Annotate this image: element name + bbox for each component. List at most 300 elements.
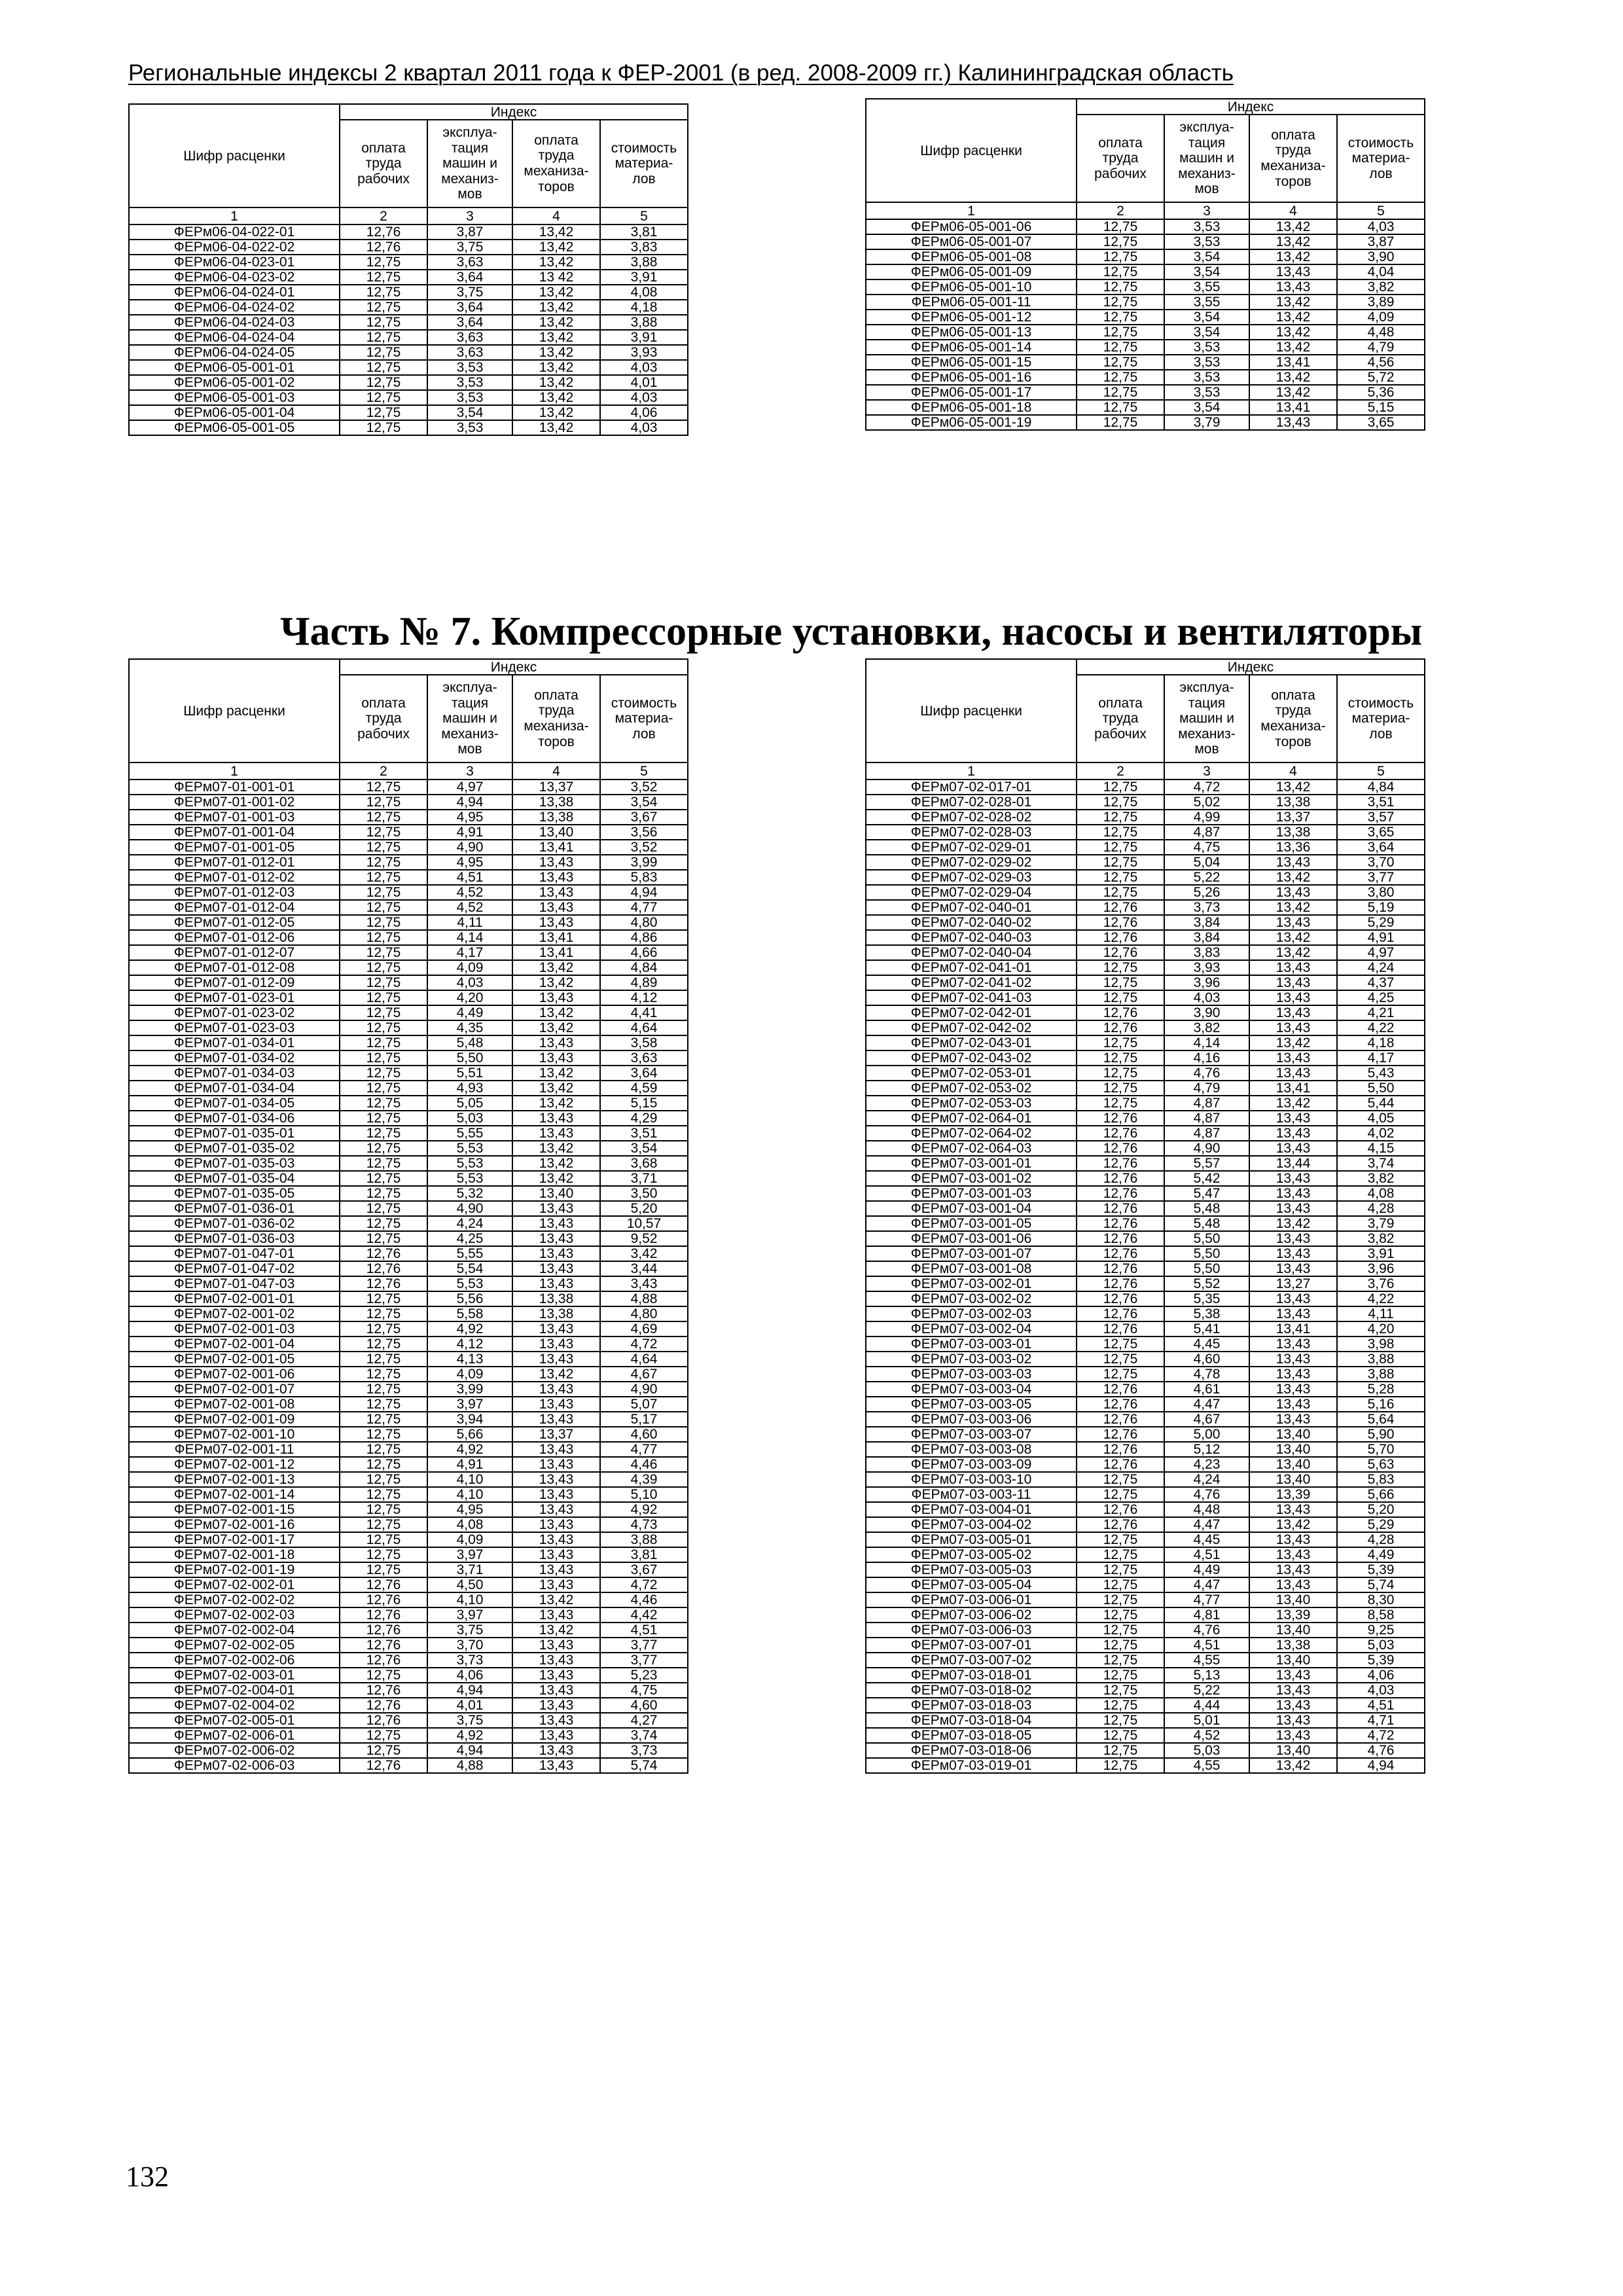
table-row [129, 1367, 688, 1382]
cell-materials: 5,20 [600, 1201, 688, 1216]
column-number: 1 [866, 202, 1077, 219]
cell-operators: 13,40 [1249, 1457, 1337, 1472]
cell-labor: 12,75 [340, 1005, 427, 1020]
cell-materials: 4,03 [600, 390, 688, 405]
cell-materials: 5,70 [1337, 1442, 1425, 1457]
cell-code: ФЕРм07-01-012-01 [129, 855, 340, 870]
cell-machines: 4,24 [1164, 1472, 1249, 1487]
cell-code: ФЕРм07-03-003-09 [866, 1457, 1077, 1472]
cell-operators: 13,43 [1249, 1261, 1337, 1276]
cell-machines: 3,73 [1164, 900, 1249, 915]
cell-labor: 12,76 [1077, 1457, 1164, 1472]
cell-machines: 4,09 [427, 1367, 512, 1382]
cell-code: ФЕРм07-03-003-05 [866, 1397, 1077, 1412]
page-header: Региональные индексы 2 квартал 2011 года к ФЕР-2001 (в ред. 2008-2009 гг.) Калининградская область [128, 60, 1234, 86]
cell-operators: 13,43 [1249, 1231, 1337, 1246]
cell-labor: 12,75 [1077, 885, 1164, 900]
cell-machines: 4,76 [1164, 1487, 1249, 1502]
cell-operators: 13,43 [1249, 960, 1337, 975]
table-row [866, 1713, 1425, 1728]
cell-machines: 3,63 [427, 345, 512, 360]
cell-materials: 3,67 [600, 1562, 688, 1577]
cell-operators: 13,42 [512, 224, 600, 240]
cell-labor: 12,75 [340, 1321, 427, 1336]
cell-code: ФЕРм07-01-001-03 [129, 810, 340, 825]
cell-machines: 3,75 [427, 240, 512, 255]
cell-code: ФЕРм07-02-001-11 [129, 1442, 340, 1457]
column-number: 5 [1337, 762, 1425, 780]
cell-code: ФЕРм07-02-053-02 [866, 1081, 1077, 1096]
cell-labor: 12,76 [1077, 1126, 1164, 1141]
cell-labor: 12,75 [340, 780, 427, 795]
cell-labor: 12,75 [340, 1171, 427, 1186]
cell-machines: 5,02 [1164, 795, 1249, 810]
cell-code: ФЕРм07-03-002-03 [866, 1306, 1077, 1321]
cell-labor: 12,76 [1077, 1005, 1164, 1020]
table-row [866, 1156, 1425, 1171]
cell-code: ФЕРм07-03-005-01 [866, 1532, 1077, 1547]
cell-materials: 3,57 [1337, 810, 1425, 825]
cell-machines: 4,79 [1164, 1081, 1249, 1096]
cell-code: ФЕРм07-02-002-06 [129, 1653, 340, 1668]
cell-code: ФЕРм07-03-006-01 [866, 1592, 1077, 1607]
cell-materials: 4,77 [600, 1442, 688, 1457]
cell-operators: 13,27 [1249, 1276, 1337, 1291]
cell-labor: 12,75 [340, 1231, 427, 1246]
cell-operators: 13,43 [1249, 1683, 1337, 1698]
cell-machines: 5,53 [427, 1141, 512, 1156]
cell-labor: 12,75 [340, 1126, 427, 1141]
cell-labor: 12,76 [1077, 1442, 1164, 1457]
cell-operators: 13,42 [1249, 1216, 1337, 1231]
cell-code: ФЕРм07-01-034-06 [129, 1111, 340, 1126]
cell-code: ФЕРм07-01-034-02 [129, 1050, 340, 1066]
cell-operators: 13,43 [512, 1547, 600, 1562]
cell-materials: 3,77 [600, 1653, 688, 1668]
cell-operators: 13,43 [512, 1698, 600, 1713]
cell-labor: 12,75 [1077, 795, 1164, 810]
cell-operators: 13,38 [1249, 825, 1337, 840]
cell-materials: 3,91 [600, 330, 688, 345]
cell-materials: 4,02 [1337, 1126, 1425, 1141]
cell-materials: 5,19 [1337, 900, 1425, 915]
cell-labor: 12,75 [1077, 310, 1164, 325]
cell-labor: 12,75 [340, 1050, 427, 1066]
cell-materials: 3,52 [600, 840, 688, 855]
cell-code: ФЕРм07-02-041-01 [866, 960, 1077, 975]
cell-materials: 3,88 [600, 255, 688, 270]
cell-code: ФЕРм07-01-034-05 [129, 1096, 340, 1111]
cell-labor: 12,75 [1077, 1728, 1164, 1743]
cell-labor: 12,76 [340, 1758, 427, 1773]
cell-labor: 12,75 [340, 1291, 427, 1306]
header-machines: эксплуа- тация машин и механиз- мов [427, 675, 512, 762]
table-row [129, 285, 688, 300]
cell-operators: 13,43 [512, 1201, 600, 1216]
table-row [866, 340, 1425, 355]
table-row [866, 915, 1425, 930]
cell-labor: 12,75 [340, 885, 427, 900]
cell-labor: 12,75 [340, 855, 427, 870]
table-row [129, 345, 688, 360]
cell-operators: 13,42 [1249, 295, 1337, 310]
table-row [866, 1186, 1425, 1201]
table-row [866, 1698, 1425, 1713]
cell-materials: 4,24 [1337, 960, 1425, 975]
cell-materials: 4,15 [1337, 1141, 1425, 1156]
cell-code: ФЕРм07-02-042-01 [866, 1005, 1077, 1020]
cell-code: ФЕРм07-03-001-08 [866, 1261, 1077, 1276]
cell-materials: 5,28 [1337, 1382, 1425, 1397]
cell-labor: 12,75 [340, 1532, 427, 1547]
cell-machines: 4,20 [427, 990, 512, 1005]
column-number: 1 [129, 762, 340, 780]
table-row [129, 900, 688, 915]
cell-operators: 13,43 [512, 1336, 600, 1352]
cell-materials: 3,80 [1337, 885, 1425, 900]
table-row [866, 415, 1425, 430]
table-row [866, 1321, 1425, 1336]
table-row [129, 1050, 688, 1066]
cell-labor: 12,75 [340, 1306, 427, 1321]
cell-operators: 13,43 [1249, 1382, 1337, 1397]
cell-labor: 12,75 [1077, 1035, 1164, 1050]
cell-machines: 3,97 [427, 1547, 512, 1562]
cell-labor: 12,75 [340, 945, 427, 960]
cell-materials: 3,68 [600, 1156, 688, 1171]
table-row [129, 1081, 688, 1096]
cell-labor: 12,75 [1077, 780, 1164, 795]
cell-operators: 13,40 [1249, 1623, 1337, 1638]
cell-operators: 13,42 [1249, 234, 1337, 249]
cell-machines: 4,67 [1164, 1412, 1249, 1427]
cell-operators: 13,43 [1249, 1412, 1337, 1427]
cell-code: ФЕРм07-02-040-02 [866, 915, 1077, 930]
cell-code: ФЕРм07-02-001-15 [129, 1502, 340, 1517]
cell-materials: 4,28 [1337, 1532, 1425, 1547]
cell-labor: 12,75 [1077, 355, 1164, 370]
cell-machines: 4,94 [427, 1743, 512, 1758]
cell-labor: 12,75 [1077, 400, 1164, 415]
table-row [866, 1397, 1425, 1412]
cell-machines: 5,50 [1164, 1261, 1249, 1276]
cell-materials: 3,93 [600, 345, 688, 360]
cell-code: ФЕРм07-01-001-02 [129, 795, 340, 810]
table-row [129, 240, 688, 255]
cell-code: ФЕРм07-02-028-02 [866, 810, 1077, 825]
cell-materials: 5,44 [1337, 1096, 1425, 1111]
cell-machines: 4,92 [427, 1321, 512, 1336]
cell-materials: 3,71 [600, 1171, 688, 1186]
cell-materials: 3,82 [1337, 1231, 1425, 1246]
cell-labor: 12,75 [340, 405, 427, 420]
cell-operators: 13,43 [512, 1472, 600, 1487]
cell-labor: 12,75 [340, 1442, 427, 1457]
cell-operators: 13,42 [1249, 219, 1337, 234]
cell-operators: 13,40 [1249, 1592, 1337, 1607]
column-number: 2 [340, 762, 427, 780]
cell-materials: 4,08 [600, 285, 688, 300]
cell-code: ФЕРм07-02-001-08 [129, 1397, 340, 1412]
cell-materials: 4,64 [600, 1352, 688, 1367]
cell-labor: 12,76 [340, 1261, 427, 1276]
cell-machines: 5,51 [427, 1066, 512, 1081]
cell-operators: 13,43 [1249, 1005, 1337, 1020]
cell-labor: 12,75 [1077, 295, 1164, 310]
cell-operators: 13,43 [1249, 1532, 1337, 1547]
cell-machines: 4,76 [1164, 1066, 1249, 1081]
table-row [866, 1005, 1425, 1020]
cell-materials: 4,03 [1337, 219, 1425, 234]
cell-machines: 4,77 [1164, 1592, 1249, 1607]
cell-operators: 13,37 [512, 1427, 600, 1442]
cell-code: ФЕРм06-05-001-08 [866, 249, 1077, 264]
cell-operators: 13,43 [512, 1216, 600, 1231]
cell-materials: 3,88 [1337, 1352, 1425, 1367]
cell-operators: 13,43 [512, 1683, 600, 1698]
cell-machines: 5,50 [427, 1050, 512, 1066]
cell-labor: 12,75 [1077, 1367, 1164, 1382]
table-row [866, 1623, 1425, 1638]
cell-labor: 12,76 [1077, 1412, 1164, 1427]
cell-labor: 12,75 [1077, 385, 1164, 400]
table-row [866, 1306, 1425, 1321]
table-row [129, 1668, 688, 1683]
cell-labor: 12,75 [340, 1141, 427, 1156]
table-row [866, 1216, 1425, 1231]
cell-labor: 12,75 [1077, 1713, 1164, 1728]
cell-operators: 13,38 [512, 1291, 600, 1306]
cell-materials: 3,50 [600, 1186, 688, 1201]
cell-operators: 13,42 [1249, 1517, 1337, 1532]
table-row [129, 1111, 688, 1126]
cell-materials: 4,64 [600, 1020, 688, 1035]
cell-materials: 8,30 [1337, 1592, 1425, 1607]
cell-code: ФЕРм07-03-003-07 [866, 1427, 1077, 1442]
cell-machines: 3,71 [427, 1562, 512, 1577]
cell-operators: 13,42 [512, 1005, 600, 1020]
cell-operators: 13,43 [512, 1577, 600, 1592]
table-row [129, 1216, 688, 1231]
table-row [866, 960, 1425, 975]
table-row [866, 1427, 1425, 1442]
cell-machines: 4,52 [427, 885, 512, 900]
table-row [129, 420, 688, 435]
cell-machines: 5,56 [427, 1291, 512, 1306]
cell-materials: 5,10 [600, 1487, 688, 1502]
table-row [129, 1547, 688, 1562]
cell-code: ФЕРм07-02-002-01 [129, 1577, 340, 1592]
column-number: 4 [1249, 762, 1337, 780]
table-row [129, 840, 688, 855]
cell-labor: 12,75 [1077, 1066, 1164, 1081]
cell-code: ФЕРм07-01-012-02 [129, 870, 340, 885]
cell-machines: 5,05 [427, 1096, 512, 1111]
cell-machines: 3,63 [427, 255, 512, 270]
cell-machines: 4,08 [427, 1517, 512, 1532]
cell-materials: 3,63 [600, 1050, 688, 1066]
cell-machines: 5,66 [427, 1427, 512, 1442]
cell-materials: 5,66 [1337, 1487, 1425, 1502]
cell-operators: 13,43 [1249, 1020, 1337, 1035]
cell-operators: 13,43 [512, 1276, 600, 1291]
cell-machines: 4,78 [1164, 1367, 1249, 1382]
cell-materials: 5,03 [1337, 1638, 1425, 1653]
cell-materials: 3,44 [600, 1261, 688, 1276]
table-row [866, 1487, 1425, 1502]
cell-labor: 12,75 [1077, 1081, 1164, 1096]
cell-code: ФЕРм07-01-012-09 [129, 975, 340, 990]
column-number: 2 [340, 207, 427, 224]
cell-operators: 13,43 [512, 1231, 600, 1246]
table-row [129, 1487, 688, 1502]
cell-labor: 12,75 [1077, 234, 1164, 249]
cell-materials: 4,60 [600, 1427, 688, 1442]
cell-operators: 13,42 [512, 375, 600, 390]
cell-materials: 3,56 [600, 825, 688, 840]
cell-operators: 13,43 [512, 1607, 600, 1623]
cell-operators: 13,42 [1249, 385, 1337, 400]
cell-labor: 12,75 [340, 915, 427, 930]
cell-operators: 13,42 [512, 345, 600, 360]
cell-labor: 12,75 [1077, 1592, 1164, 1607]
cell-operators: 13 42 [512, 270, 600, 285]
table-row [129, 930, 688, 945]
cell-machines: 4,51 [427, 870, 512, 885]
cell-machines: 5,03 [427, 1111, 512, 1126]
cell-materials: 5,72 [1337, 370, 1425, 385]
cell-code: ФЕРм07-02-006-01 [129, 1728, 340, 1743]
cell-machines: 5,50 [1164, 1246, 1249, 1261]
cell-operators: 13,38 [1249, 1638, 1337, 1653]
cell-operators: 13,42 [1249, 310, 1337, 325]
cell-operators: 13,43 [1249, 1367, 1337, 1382]
cell-code: ФЕРм07-02-001-01 [129, 1291, 340, 1306]
cell-materials: 5,39 [1337, 1653, 1425, 1668]
cell-code: ФЕРм06-05-001-07 [866, 234, 1077, 249]
cell-machines: 4,03 [427, 975, 512, 990]
cell-operators: 13,43 [512, 855, 600, 870]
column-number: 5 [1337, 202, 1425, 219]
cell-operators: 13,42 [1249, 325, 1337, 340]
index-table-1 [128, 103, 688, 436]
cell-operators: 13,43 [1249, 1698, 1337, 1713]
cell-code: ФЕРм07-03-003-10 [866, 1472, 1077, 1487]
cell-operators: 13,43 [512, 1126, 600, 1141]
cell-materials: 3,51 [1337, 795, 1425, 810]
cell-materials: 4,88 [600, 1291, 688, 1306]
cell-machines: 4,94 [427, 795, 512, 810]
cell-machines: 3,96 [1164, 975, 1249, 990]
cell-materials: 4,60 [600, 1698, 688, 1713]
cell-labor: 12,75 [340, 285, 427, 300]
cell-labor: 12,75 [340, 1427, 427, 1442]
table-row [866, 249, 1425, 264]
cell-labor: 12,75 [340, 1367, 427, 1382]
header-materials: стоимость материа- лов [600, 675, 688, 762]
cell-materials: 4,80 [600, 1306, 688, 1321]
cell-operators: 13,43 [512, 1532, 600, 1547]
header-index-group: Индекс [1077, 99, 1425, 115]
cell-labor: 12,75 [1077, 1352, 1164, 1367]
table-row [866, 1562, 1425, 1577]
table-row [129, 1306, 688, 1321]
cell-labor: 12,75 [1077, 1758, 1164, 1773]
cell-labor: 12,76 [340, 1683, 427, 1698]
cell-materials: 4,48 [1337, 325, 1425, 340]
cell-machines: 5,57 [1164, 1156, 1249, 1171]
table-row [866, 1683, 1425, 1698]
cell-labor: 12,75 [340, 1668, 427, 1683]
cell-machines: 3,99 [427, 1382, 512, 1397]
cell-machines: 5,00 [1164, 1427, 1249, 1442]
cell-operators: 13,42 [512, 1156, 600, 1171]
cell-materials: 4,72 [600, 1336, 688, 1352]
cell-machines: 3,75 [427, 1713, 512, 1728]
cell-labor: 12,75 [340, 300, 427, 315]
cell-machines: 4,95 [427, 1502, 512, 1517]
cell-machines: 4,87 [1164, 825, 1249, 840]
cell-operators: 13,42 [512, 1020, 600, 1035]
cell-operators: 13,43 [512, 1050, 600, 1066]
cell-labor: 12,75 [340, 390, 427, 405]
cell-materials: 4,59 [600, 1081, 688, 1096]
cell-operators: 13,40 [1249, 1442, 1337, 1457]
table-row [129, 1336, 688, 1352]
table-row [129, 1005, 688, 1020]
cell-materials: 4,27 [600, 1713, 688, 1728]
cell-materials: 4,79 [1337, 340, 1425, 355]
cell-operators: 13,42 [512, 285, 600, 300]
cell-materials: 3,64 [1337, 840, 1425, 855]
cell-operators: 13,37 [512, 780, 600, 795]
cell-code: ФЕРм07-01-036-01 [129, 1201, 340, 1216]
cell-operators: 13,42 [1249, 370, 1337, 385]
cell-operators: 13,42 [1249, 780, 1337, 795]
header-labor: оплата труда рабочих [1077, 675, 1164, 762]
cell-labor: 12,76 [1077, 1171, 1164, 1186]
cell-materials: 3,90 [1337, 249, 1425, 264]
cell-operators: 13,42 [512, 960, 600, 975]
cell-materials: 3,88 [600, 315, 688, 330]
cell-code: ФЕРм07-03-002-02 [866, 1291, 1077, 1306]
cell-operators: 13,43 [1249, 1547, 1337, 1562]
cell-labor: 12,75 [340, 1457, 427, 1472]
cell-labor: 12,75 [1077, 1532, 1164, 1547]
table-row [866, 325, 1425, 340]
table-row [866, 1472, 1425, 1487]
table-row [866, 370, 1425, 385]
cell-machines: 4,88 [427, 1758, 512, 1773]
table-row [866, 1412, 1425, 1427]
table-row [129, 1638, 688, 1653]
cell-machines: 4,99 [1164, 810, 1249, 825]
cell-labor: 12,76 [340, 1246, 427, 1261]
cell-materials: 5,15 [1337, 400, 1425, 415]
table-row [866, 1096, 1425, 1111]
cell-machines: 4,47 [1164, 1577, 1249, 1592]
table-row [866, 1638, 1425, 1653]
cell-machines: 5,53 [427, 1171, 512, 1186]
cell-code: ФЕРм07-01-012-07 [129, 945, 340, 960]
cell-operators: 13,43 [512, 1758, 600, 1773]
table-row [866, 1743, 1425, 1758]
cell-code: ФЕРм07-01-023-01 [129, 990, 340, 1005]
cell-machines: 3,53 [1164, 385, 1249, 400]
table-row [866, 1653, 1425, 1668]
cell-code: ФЕРм07-03-018-01 [866, 1668, 1077, 1683]
cell-operators: 13,41 [1249, 1081, 1337, 1096]
